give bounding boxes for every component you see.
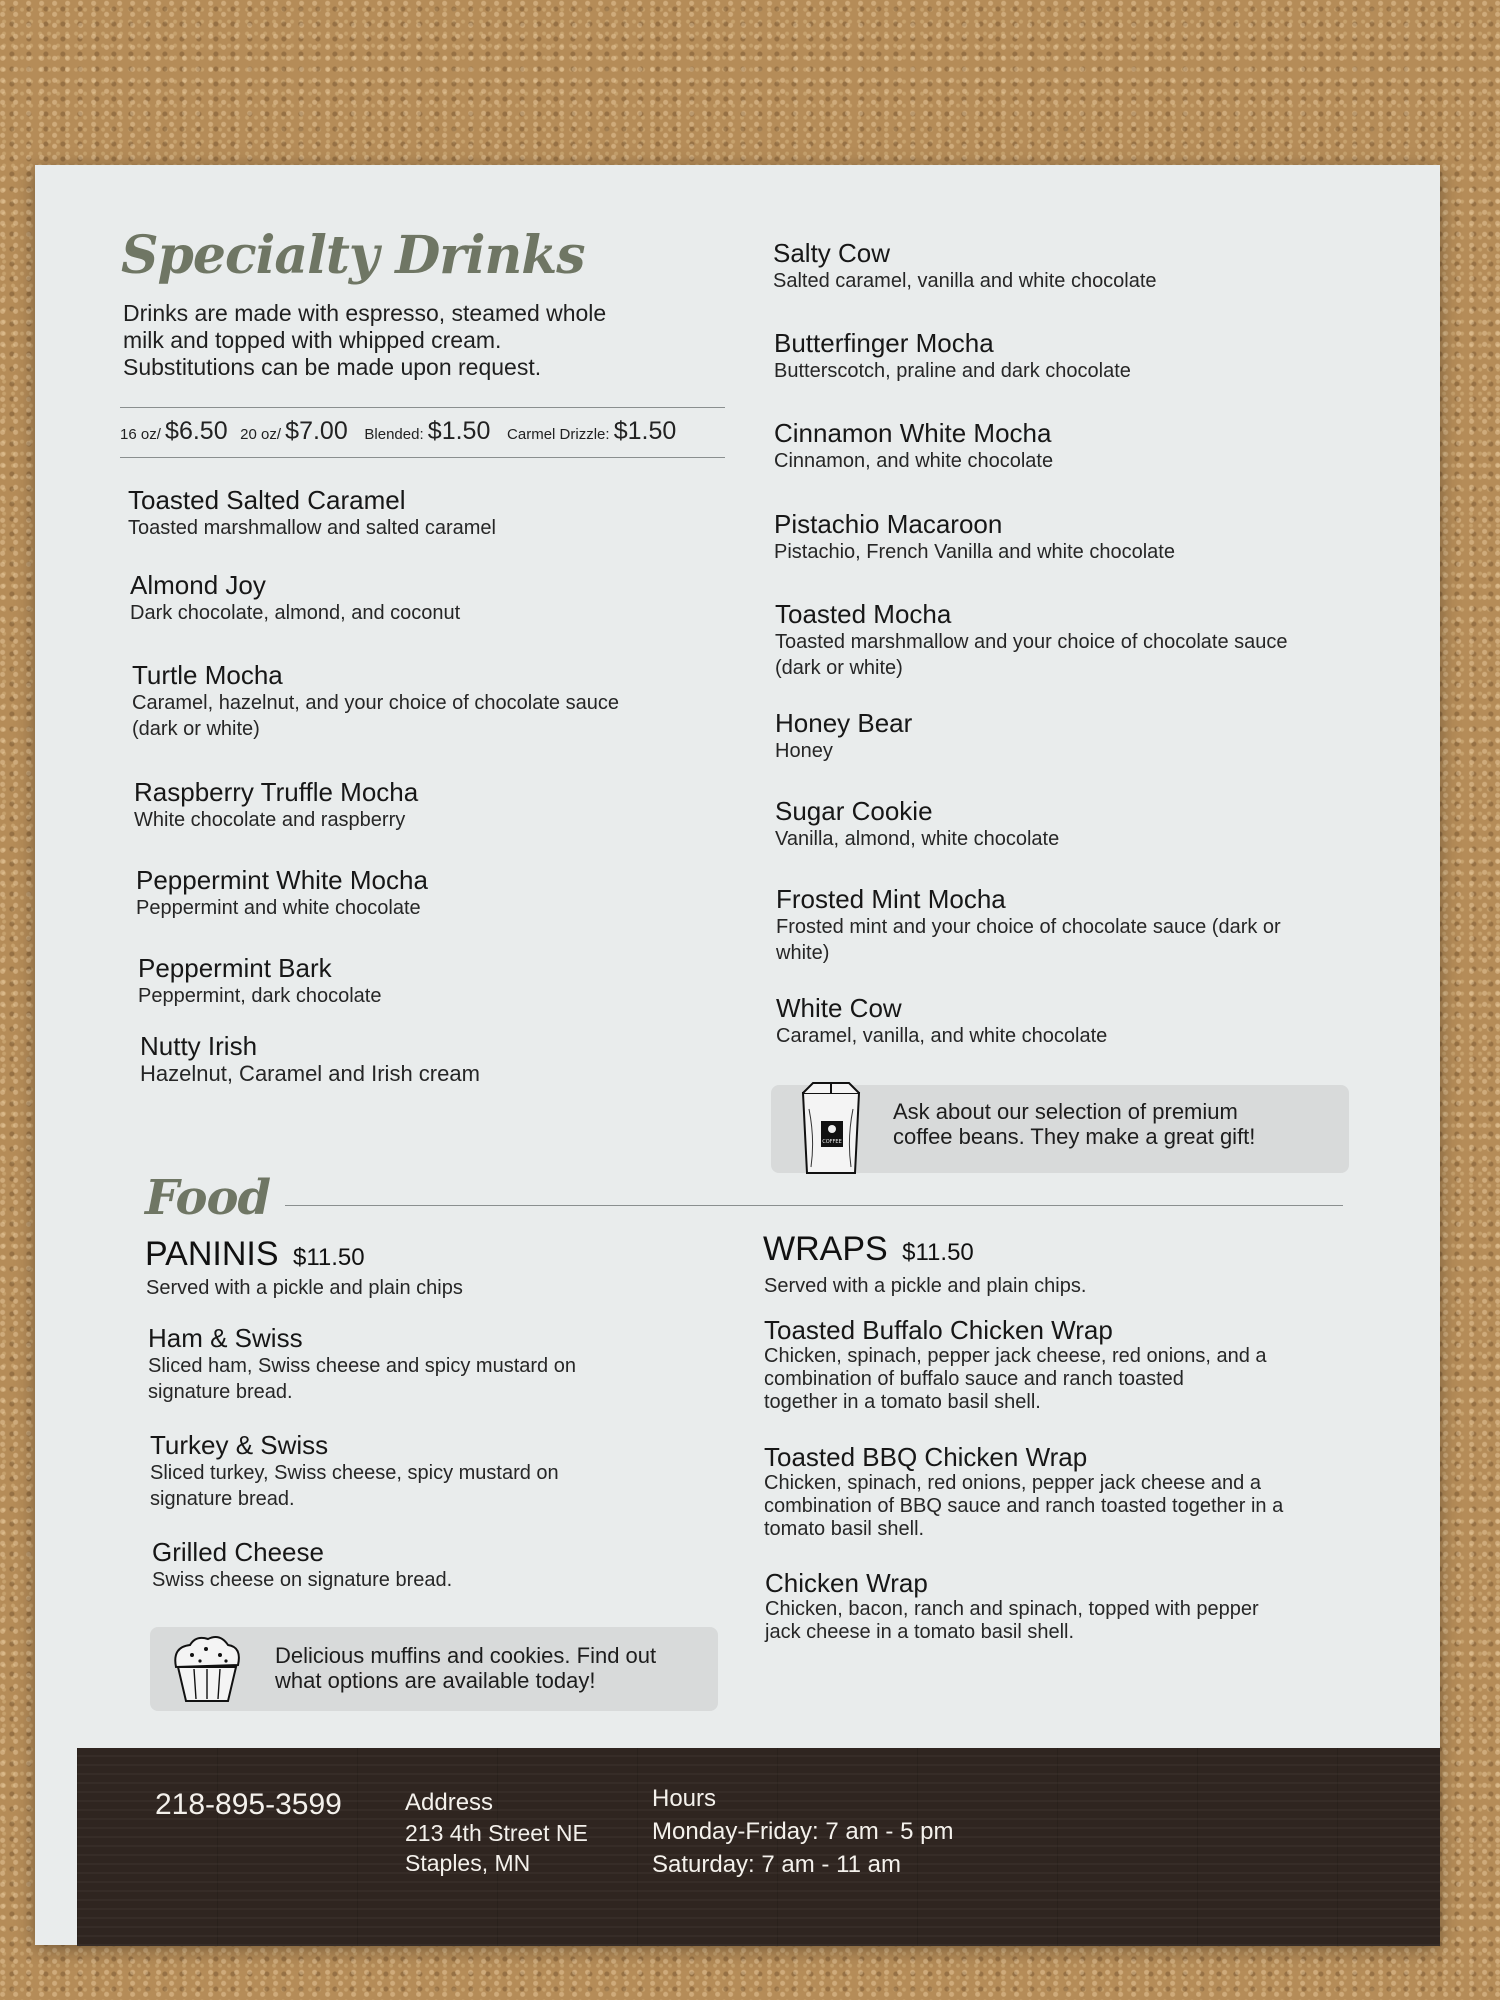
drinks-item — [776, 884, 1281, 966]
panini-name: Grilled Cheese — [152, 1537, 324, 1567]
drink-desc: (dark or white) — [132, 718, 260, 740]
wrap-name: Toasted BBQ Chicken Wrap — [764, 1442, 1088, 1472]
coffee-bag-icon — [795, 1079, 867, 1179]
drink-name: Pistachio Macaroon — [774, 509, 1003, 539]
panini-name: Ham & Swiss — [148, 1323, 303, 1353]
drinks-item — [773, 238, 1157, 294]
drink-desc: Butterscotch, praline and dark chocolate — [774, 360, 1131, 382]
size-16oz-price: $6.50 — [165, 417, 228, 445]
contact-footer — [77, 1748, 1440, 1946]
size-20oz-label: 20 oz/ — [240, 426, 281, 443]
drink-name: Frosted Mint Mocha — [776, 884, 1006, 914]
drinks-item — [774, 328, 1131, 384]
food-title: Food — [145, 1170, 271, 1226]
drink-desc: Dark chocolate, almond, and coconut — [130, 602, 461, 624]
panini-item — [150, 1430, 559, 1512]
drink-desc: Salted caramel, vanilla and white chocolate — [773, 270, 1157, 292]
address-line: Staples, MN — [405, 1850, 531, 1876]
drinks-item — [774, 418, 1053, 474]
wraps-price: $11.50 — [902, 1239, 974, 1266]
callout-line: what options are available today! — [275, 1668, 596, 1693]
drink-name: Honey Bear — [775, 708, 913, 738]
drinks-item — [138, 953, 381, 1009]
drinks-item — [128, 485, 496, 541]
drink-name: Cinnamon White Mocha — [774, 418, 1052, 448]
phone-number: 218-895-3599 — [155, 1788, 342, 1821]
drinks-intro-line: milk and topped with whipped cream. — [123, 327, 502, 353]
wrap-name: Chicken Wrap — [765, 1568, 928, 1598]
size-16oz-label: 16 oz/ — [120, 426, 161, 443]
panini-item — [148, 1323, 576, 1405]
drink-desc: Cinnamon, and white chocolate — [774, 450, 1054, 472]
hours-line: Monday-Friday: 7 am - 5 pm — [652, 1818, 954, 1845]
drinks-item — [776, 993, 1107, 1049]
drink-desc: white) — [776, 942, 830, 964]
wraps-note: Served with a pickle and plain chips. — [764, 1275, 1087, 1297]
hours-label: Hours — [652, 1785, 717, 1812]
drinks-item — [775, 599, 1288, 681]
panini-desc: Sliced ham, Swiss cheese and spicy mustard on — [148, 1355, 576, 1377]
panini-desc: Swiss cheese on signature bread. — [152, 1569, 453, 1591]
drinks-intro — [123, 300, 606, 381]
drink-desc: Hazelnut, Caramel and Irish cream — [140, 1061, 480, 1086]
drink-name: Salty Cow — [773, 238, 891, 268]
wrap-desc: combination of buffalo sauce and ranch toasted — [764, 1368, 1184, 1390]
panini-desc: signature bread. — [148, 1381, 293, 1403]
hours-line: Saturday: 7 am - 11 am — [652, 1851, 901, 1878]
paninis-price: $11.50 — [292, 1244, 365, 1271]
wrap-desc: tomato basil shell. — [764, 1518, 925, 1540]
wrap-desc: jack cheese in a tomato basil shell. — [765, 1621, 1075, 1643]
drink-desc: Frosted mint and your choice of chocolate sauce (dark or — [776, 916, 1281, 938]
wraps-header — [763, 1230, 974, 1269]
wrap-desc: Chicken, spinach, pepper jack cheese, red onions, and a — [764, 1345, 1267, 1367]
drink-desc: Toasted marshmallow and salted caramel — [128, 517, 496, 539]
drinks-item — [140, 1031, 480, 1087]
drink-name: Turtle Mocha — [132, 660, 283, 690]
paninis-header — [145, 1235, 365, 1274]
address-block — [405, 1788, 588, 1878]
drink-desc: White chocolate and raspberry — [134, 809, 406, 831]
wrap-desc: combination of BBQ sauce and ranch toasted together in a — [764, 1495, 1284, 1517]
drizzle-price: $1.50 — [613, 417, 677, 445]
address-label: Address — [405, 1789, 494, 1816]
drink-desc: Caramel, vanilla, and white chocolate — [776, 1025, 1108, 1047]
drink-desc: Pistachio, French Vanilla and white chocolate — [774, 541, 1175, 563]
callout-line: Delicious muffins and cookies. Find out — [275, 1643, 657, 1668]
wraps-heading: WRAPS — [763, 1230, 888, 1268]
panini-desc: Sliced turkey, Swiss cheese, spicy mustard on — [150, 1462, 559, 1484]
wrap-desc: Chicken, spinach, red onions, pepper jack cheese and a — [764, 1472, 1261, 1494]
drink-desc: (dark or white) — [775, 657, 903, 679]
address-line: 213 4th Street NE — [405, 1820, 588, 1846]
drink-name: Butterfinger Mocha — [774, 328, 994, 358]
drink-desc: Caramel, hazelnut, and your choice of chocolate sauce — [132, 692, 619, 714]
drinks-item — [130, 570, 460, 626]
drink-name: Almond Joy — [130, 570, 266, 600]
drinks-item — [134, 777, 418, 833]
drink-name: Peppermint White Mocha — [136, 865, 428, 895]
muffin-callout-text — [275, 1643, 656, 1693]
wrap-item — [765, 1568, 1259, 1644]
drink-desc: Peppermint and white chocolate — [136, 897, 421, 919]
price-rule-top — [120, 407, 725, 408]
panini-name: Turkey & Swiss — [150, 1430, 329, 1460]
panini-desc: signature bread. — [150, 1488, 295, 1510]
wrap-name: Toasted Buffalo Chicken Wrap — [764, 1315, 1113, 1345]
drink-name: Sugar Cookie — [775, 796, 933, 826]
callout-line: coffee beans. They make a great gift! — [893, 1124, 1256, 1149]
price-rule-bottom — [120, 457, 725, 458]
muffin-callout — [150, 1627, 718, 1711]
drinks-item — [136, 865, 428, 921]
blended-price: $1.50 — [427, 417, 491, 445]
drink-name: Toasted Salted Caramel — [128, 485, 406, 515]
coffee-bag-label: COFFEE — [822, 1139, 842, 1145]
panini-item — [152, 1537, 452, 1593]
callout-line: Ask about our selection of premium — [893, 1099, 1238, 1124]
food-rule — [285, 1205, 1343, 1206]
muffin-icon — [166, 1633, 246, 1705]
drinks-item — [774, 509, 1175, 565]
menu-sheet — [35, 165, 1440, 1945]
coffee-beans-callout-text — [893, 1099, 1255, 1149]
drink-name: Toasted Mocha — [775, 599, 952, 629]
drink-name: Nutty Irish — [140, 1031, 258, 1061]
blended-label: Blended: — [364, 426, 424, 443]
drinks-intro-line: Drinks are made with espresso, steamed whole — [123, 300, 607, 326]
wrap-desc: together in a tomato basil shell. — [764, 1391, 1041, 1413]
drink-name: Raspberry Truffle Mocha — [134, 777, 419, 807]
drink-desc: Honey — [775, 740, 833, 762]
drink-desc: Vanilla, almond, white chocolate — [775, 828, 1060, 850]
drinks-intro-line: Substitutions can be made upon request. — [123, 354, 542, 380]
hours-block — [652, 1782, 953, 1881]
wrap-desc: Chicken, bacon, ranch and spinach, topped with pepper — [765, 1598, 1259, 1620]
drink-desc: Peppermint, dark chocolate — [138, 985, 382, 1007]
drinks-item — [132, 660, 619, 742]
coffee-beans-callout — [771, 1085, 1349, 1173]
drink-name: Peppermint Bark — [138, 953, 332, 983]
size-20oz-price: $7.00 — [285, 417, 348, 445]
drink-price-bar — [120, 417, 676, 446]
drizzle-label: Carmel Drizzle: — [507, 426, 610, 443]
paninis-heading: PANINIS — [145, 1235, 279, 1273]
drinks-item — [775, 796, 1059, 852]
drink-name: White Cow — [776, 993, 902, 1023]
wrap-item — [764, 1315, 1267, 1414]
wrap-item — [764, 1442, 1283, 1541]
drinks-item — [775, 708, 912, 764]
drink-desc: Toasted marshmallow and your choice of chocolate sauce — [775, 631, 1288, 653]
specialty-drinks-title: Specialty Drinks — [121, 225, 585, 286]
paninis-note: Served with a pickle and plain chips — [146, 1277, 463, 1299]
